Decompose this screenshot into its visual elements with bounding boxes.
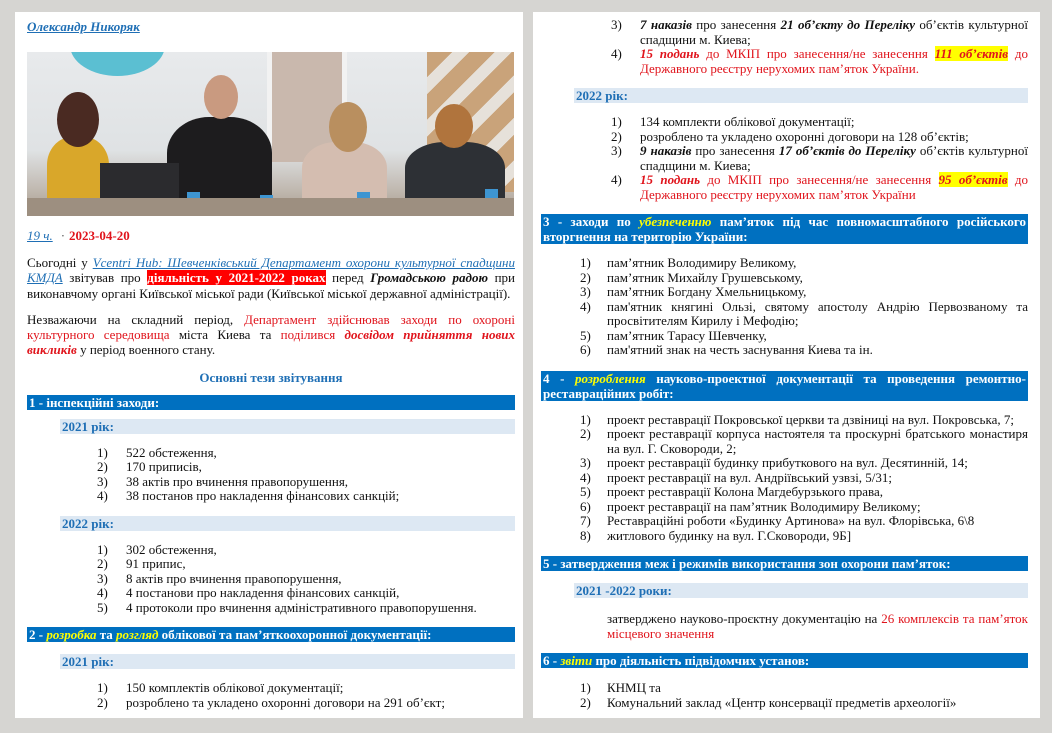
item-emphasis: 7 наказів (640, 17, 692, 32)
photo-logo-circle (70, 52, 165, 76)
list-item (541, 300, 1028, 329)
vcentri-hub-link[interactable]: Vcentri Hub: Шевченківський Департамент охорони культурної спадщини КМДА (27, 255, 515, 286)
list-item (541, 173, 1028, 202)
list-item (541, 285, 1028, 300)
item-text: 134 комплекти облікової документації; (640, 114, 855, 129)
item-number: 1) (580, 680, 591, 695)
item-text: про занесення (691, 143, 779, 158)
item-text: проект реставрації Колона Магдебурзького права, (607, 484, 883, 499)
item-number: 1) (97, 541, 108, 557)
section-5-red-text: 26 комплексів та пам’яток місцевого значення (607, 611, 1028, 641)
item-number: 2) (580, 269, 591, 285)
item-number: 1) (611, 114, 622, 129)
item-emphasis: 9 наказів (640, 143, 692, 158)
photo-person-2 (167, 117, 272, 207)
section-4-header (541, 371, 1028, 401)
item-text: 302 обстеження, (126, 541, 217, 557)
item-number: 1) (97, 444, 108, 460)
section-1-2021-list (27, 446, 515, 504)
public-council-text: Громадською радою (370, 270, 488, 286)
list-item (27, 489, 515, 504)
list-item (541, 256, 1028, 271)
post-dateline (27, 228, 515, 244)
item-number: 4) (580, 298, 591, 314)
section-1-header: 1 - інспекційні заходи: (27, 395, 515, 410)
item-text: про занесення (691, 17, 781, 32)
section-1-2022-list (27, 543, 515, 616)
list-item (541, 471, 1028, 486)
section-text: науково-проектної документації та проведення ремонтно-реставраційних робіт: (543, 370, 1026, 401)
item-number: 5) (580, 327, 591, 343)
item-text: пам’ятник Михайлу Грушевському, (607, 269, 803, 285)
list-item (541, 47, 1028, 76)
item-number: 2) (611, 128, 622, 144)
list-item (541, 343, 1028, 358)
section-text: 4 - (543, 370, 575, 386)
item-number: 1) (580, 411, 591, 427)
list-item (541, 456, 1028, 471)
list-item (541, 413, 1028, 428)
list-item (541, 514, 1028, 529)
section-text: та (96, 627, 117, 643)
section-6-header (541, 653, 1028, 668)
meeting-photo (27, 52, 514, 216)
list-item (27, 572, 515, 587)
item-text: об’єктів культурної спадщини м. Киева; (640, 143, 1028, 173)
item-text: КНМЦ та (607, 680, 661, 695)
section-4-list (541, 413, 1028, 544)
item-number: 5) (97, 599, 108, 615)
list-item (27, 696, 515, 711)
item-number: 6) (580, 498, 591, 514)
list-item (27, 681, 515, 696)
item-number: 4) (611, 46, 622, 61)
section-3-header (541, 214, 1028, 244)
item-text: розроблено та укладено охоронні договори на 128 об’єктів; (640, 128, 969, 144)
author-link[interactable]: Олександр Никоряк (27, 19, 140, 34)
section-emphasis: розгляд (116, 627, 159, 643)
para-red-emphasis: досвідом прийняття нових викликів (27, 327, 516, 358)
item-text: проект реставрації Покровської церкви та дзвіниці на вул. Покровська, 7; (607, 411, 1014, 427)
list-item (27, 446, 515, 461)
para-red-text: поділився (280, 327, 345, 343)
item-text: об’єктів культурної спадщини м. Киева; (640, 17, 1028, 47)
item-text: 8 актів про вчинення правопорушення, (126, 570, 342, 586)
item-text: 91 припис, (126, 556, 186, 572)
item-text: до Державного реєстру нерухомих пам’яток України (640, 172, 1028, 202)
section-2-header (27, 627, 515, 642)
section-text: 3 - заходи по (543, 214, 640, 229)
document-page-right (533, 12, 1040, 718)
section-text: 6 - (543, 653, 561, 668)
item-text: Комунальний заклад «Центр консервації предметів археології» (607, 694, 957, 710)
document-page-left (15, 12, 523, 718)
years-2021-2022-header: 2021 -2022 роки: (574, 583, 1028, 598)
list-item (541, 529, 1028, 544)
item-number: 3) (580, 455, 591, 470)
item-text: проект реставрації будинку прибуткового на вул. Десятинній, 14; (607, 455, 968, 470)
list-item (541, 18, 1028, 47)
item-number: 3) (97, 570, 108, 586)
section-emphasis: звіти (560, 653, 593, 668)
item-emphasis: 17 об’єктів до Переліку (778, 143, 916, 158)
post-time-link[interactable]: 19 ч. (27, 228, 53, 243)
photo-person-1-head (57, 92, 99, 147)
item-text: проект реставрації на вул. Андріївський узвзі, 5/31; (607, 469, 893, 485)
item-text: 4 протоколи про вчинення адміністративного правопорушення. (126, 599, 477, 615)
post-date: 2023-04-20 (69, 228, 130, 243)
second-paragraph (27, 312, 515, 358)
section-2-2021-list (27, 681, 515, 710)
item-highlight: 95 об’єктів (938, 172, 1008, 187)
list-item (27, 475, 515, 490)
year-2021-header: 2021 рік: (60, 654, 515, 669)
item-text: до Державного реєстру нерухомих пам’яток України. (640, 46, 1028, 76)
item-text: 522 обстеження, (126, 444, 217, 460)
item-number: 4) (580, 469, 591, 485)
item-number: 4) (97, 488, 108, 504)
item-text: до МКІП про занесення/не занесення (699, 46, 935, 61)
list-item (541, 427, 1028, 456)
section-2-2022-list (541, 115, 1028, 202)
item-emphasis: 15 подань (640, 46, 700, 61)
item-number: 1) (580, 255, 591, 270)
item-emphasis: 15 подань (640, 172, 701, 187)
intro-text: перед (325, 270, 371, 286)
intro-text: Сьогодні у (27, 255, 93, 270)
item-text: пам’ятник Тарасу Шевченку, (607, 327, 767, 343)
item-number: 1) (97, 680, 108, 696)
list-item (27, 543, 515, 558)
list-item (541, 115, 1028, 130)
item-number: 3) (580, 284, 591, 299)
section-emphasis: розроблення (575, 370, 646, 386)
item-number: 2) (580, 694, 591, 710)
item-text: житлового будинку на вул. Г.Сковороди, 9Б] (607, 527, 852, 543)
theses-title: Основні тези звітування (199, 369, 343, 385)
intro-text: при виконавчому органі Київської міської ради (Київської міської державної адміністрації). (27, 270, 515, 301)
list-item (541, 500, 1028, 515)
item-number: 7) (580, 513, 591, 528)
section-2-2021-list-continued (541, 18, 1028, 76)
item-number: 5) (580, 484, 591, 499)
item-text: до МКІП про занесення/не занесення (700, 172, 939, 187)
photo-table (27, 198, 514, 216)
para-text: Незважаючи на складний період, (27, 311, 245, 327)
section-5-text (607, 611, 1028, 641)
list-item (541, 271, 1028, 286)
list-item (27, 460, 515, 475)
section-emphasis: убезпеченню (639, 214, 712, 229)
list-item (27, 586, 515, 601)
item-text: 150 комплектів облікової документації; (126, 680, 344, 696)
item-text: розроблено та укладено охоронні договори на 291 об’єкт; (126, 694, 445, 710)
section-text: про діяльність підвідомчих установ: (592, 653, 810, 668)
section-text: пам’яток під час повномасштабного російського вторгнення на територію України: (543, 214, 1026, 244)
list-item (541, 485, 1028, 500)
section-text: облікової та пам’яткоохоронної документації: (158, 627, 432, 643)
intro-paragraph (27, 255, 515, 301)
year-2022-header: 2022 рік: (60, 516, 515, 531)
section-3-list (541, 256, 1028, 358)
separator-dot: · (60, 228, 66, 243)
item-number: 4) (97, 585, 108, 601)
list-item (541, 696, 1028, 711)
photo-person-2-head (204, 75, 238, 119)
item-number: 3) (97, 473, 108, 489)
item-text: 170 приписів, (126, 459, 202, 475)
para-red-text: Департамент здійснював заходи по охороні культурного середовища (27, 311, 515, 343)
para-text: міста Киева та (169, 327, 281, 343)
section-emphasis: розробка (46, 627, 97, 643)
item-text: 4 постанови про накладення фінансових санкцій, (126, 585, 400, 601)
photo-person-3-head (329, 102, 367, 152)
item-text: проект реставрації корпуса настоятеля та проскурні братського монастиря на вул. Г. Сковороди, 2; (607, 426, 1028, 456)
intro-text: звітував про (62, 270, 148, 286)
para-text: у період военного стану. (76, 342, 216, 358)
list-item (541, 144, 1028, 173)
item-text: Реставраційні роботи «Будинку Артинова» на вул. Флорівська, 6\8 (607, 513, 975, 528)
list-item (27, 557, 515, 572)
year-2021-header: 2021 рік: (60, 419, 515, 434)
item-text: проект реставрації на пам’ятник Володимиру Великому; (607, 498, 921, 514)
item-number: 4) (611, 172, 622, 187)
section-6-list (541, 681, 1028, 710)
item-number: 2) (580, 426, 591, 441)
item-number: 8) (580, 527, 591, 543)
item-text: пам'ятний знак на честь заснування Киева та ін. (607, 342, 873, 357)
photo-person-4-head (435, 104, 473, 148)
item-number: 3) (611, 143, 622, 158)
item-text: пам’ятник Богдану Хмельницькому, (607, 284, 807, 299)
list-item (541, 329, 1028, 344)
item-number: 2) (97, 556, 108, 572)
item-emphasis: 21 об’єкту до Переліку (780, 17, 915, 32)
list-item (27, 601, 515, 616)
section-5-body: затверджено науково-проєктну документацію на (607, 611, 882, 626)
item-number: 6) (580, 342, 591, 357)
section-prefix: 2 - (29, 627, 47, 643)
item-text: 38 актів про вчинення правопорушення, (126, 473, 349, 489)
list-item (541, 681, 1028, 696)
highlight-activity-years: діяльність у 2021-2022 роках (147, 270, 326, 286)
item-text: пам'ятник княгині Ользі, святому апостолу Андрію Первозваному та просвітителям Кирилу і Мефодію; (607, 298, 1028, 328)
item-number: 2) (97, 694, 108, 710)
list-item (541, 130, 1028, 145)
item-text: 38 постанов про накладення фінансових санкцій; (126, 488, 400, 504)
year-2022-header: 2022 рік: (574, 88, 1028, 103)
section-5-header: 5 - затвердження меж і режимів використання зон охорони пам’яток: (541, 556, 1028, 571)
item-text: пам’ятник Володимиру Великому, (607, 255, 797, 270)
item-number: 3) (611, 17, 622, 32)
item-number: 2) (97, 459, 108, 475)
item-highlight: 111 об’єктів (934, 46, 1009, 61)
